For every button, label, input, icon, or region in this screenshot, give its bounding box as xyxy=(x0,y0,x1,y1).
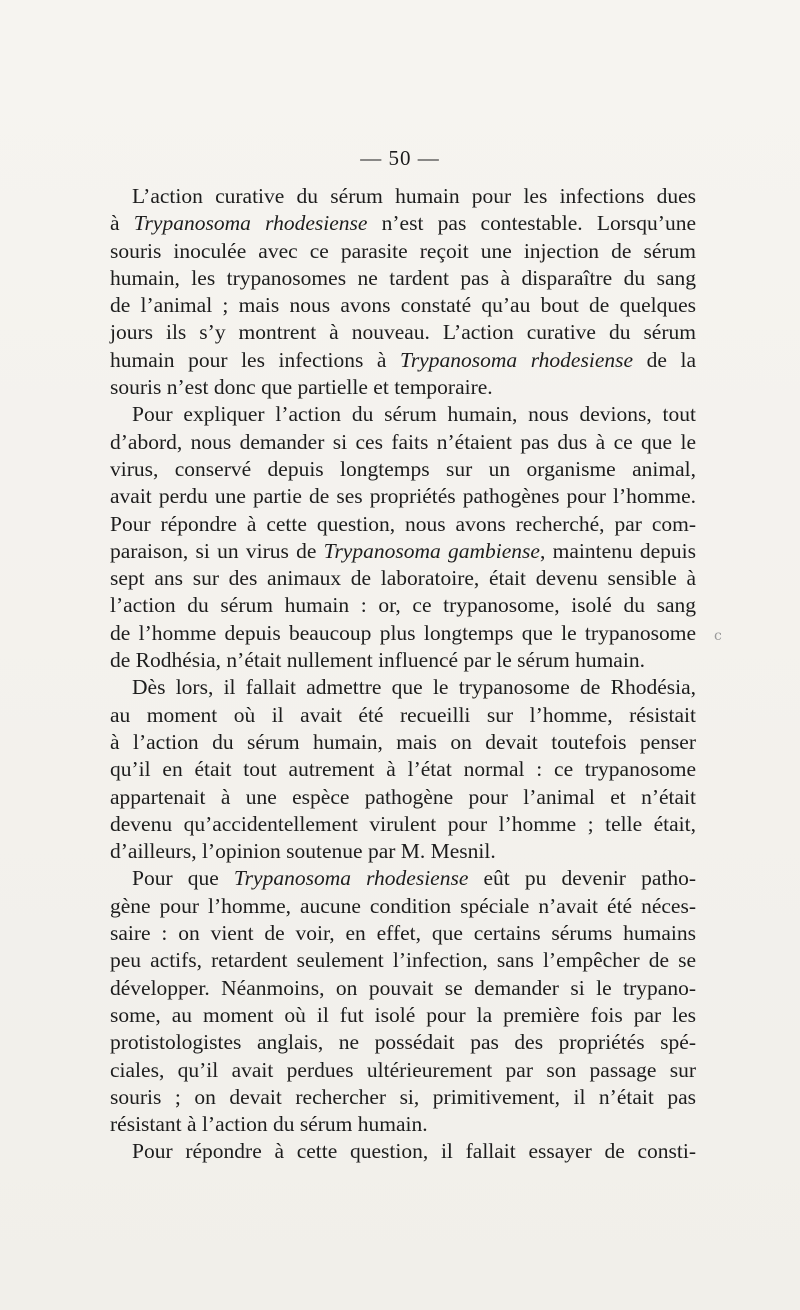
text-run: eût pu devenir patho- xyxy=(468,866,696,891)
text-run: souris n’est donc que partielle et temporaire. xyxy=(110,375,493,400)
text-run: d’abord, nous demander si ces faits n’étaient pas dus à ce que le xyxy=(110,429,696,454)
text-run: some, au moment où il fut isolé pour la première fois par les xyxy=(110,1002,696,1027)
text-line xyxy=(110,1029,696,1056)
text-run: paraison, si un virus de xyxy=(110,538,324,563)
text-run: gène pour l’homme, aucune condition spéciale n’avait été néces- xyxy=(110,893,696,918)
text-run: Pour que xyxy=(132,866,234,891)
text-run: avait perdu une partie de ses propriétés pathogènes pour l’homme. xyxy=(110,484,696,509)
text-line xyxy=(110,947,696,974)
text-run: saire : on vient de voir, en effet, que certains sérums humains xyxy=(110,921,696,946)
text-run: appartenait à une espèce pathogène pour l’animal et n’était xyxy=(110,784,696,809)
text-line xyxy=(110,238,696,265)
body-text xyxy=(110,183,696,1166)
text-run: Pour répondre à cette question, il fallait essayer de consti- xyxy=(132,1139,696,1164)
text-run: développer. Néanmoins, on pouvait se demander si le trypano- xyxy=(110,975,696,1000)
text-line xyxy=(110,893,696,920)
text-line xyxy=(110,401,696,428)
text-run: Pour expliquer l’action du sérum humain, nous devions, tout xyxy=(132,402,696,427)
text-run: ciales, qu’il avait perdues ultérieurement par son passage sur xyxy=(110,1057,696,1082)
text-run: qu’il en était tout autrement à l’état normal : ce trypanosome xyxy=(110,757,696,782)
text-run: humain pour les infections à xyxy=(110,347,401,372)
margin-mark: ⅽ xyxy=(714,629,722,644)
text-line xyxy=(110,674,696,701)
text-run: n’est pas contestable. Lorsqu’une xyxy=(367,211,696,236)
text-line xyxy=(110,183,696,210)
text-run: jours ils s’y montrent à nouveau. L’action curative du sérum xyxy=(110,320,696,345)
text-line xyxy=(110,647,696,674)
text-run: souris inoculée avec ce parasite reçoit une injection de sérum xyxy=(110,238,696,263)
text-line xyxy=(110,429,696,456)
text-run: virus, conservé depuis longtemps sur un organisme animal, xyxy=(110,456,696,481)
page-number: — 50 — xyxy=(360,146,440,170)
text-run: d’ailleurs, l’opinion soutenue par M. Mesnil. xyxy=(110,839,496,864)
text-run: de l’homme depuis beaucoup plus longtemps que le trypanosome xyxy=(110,620,696,645)
text-line xyxy=(110,729,696,756)
text-line xyxy=(110,456,696,483)
text-line xyxy=(110,1057,696,1084)
text-line xyxy=(110,292,696,319)
text-run: à l’action du sérum humain, mais on devait toutefois penser xyxy=(110,729,696,754)
text-run: L’action curative du sérum humain pour les infections dues xyxy=(132,184,696,208)
text-line xyxy=(110,975,696,1002)
text-line xyxy=(110,784,696,811)
text-run: protistologistes anglais, ne possédait pas des propriétés spé- xyxy=(110,1030,696,1055)
text-line xyxy=(110,838,696,865)
species-name: Trypanosoma rhodesiense xyxy=(233,866,469,891)
text-run: sept ans sur des animaux de laboratoire, était devenu sensible à xyxy=(110,566,696,591)
text-line xyxy=(110,565,696,592)
text-line xyxy=(110,1111,696,1138)
text-line xyxy=(110,1138,696,1165)
text-line xyxy=(110,483,696,510)
text-line xyxy=(110,210,696,237)
text-line xyxy=(110,319,696,346)
text-line xyxy=(110,511,696,538)
text-line xyxy=(110,1002,696,1029)
text-run: devenu qu’accidentellement virulent pour l’homme ; telle était, xyxy=(110,811,696,836)
text-line xyxy=(110,1084,696,1111)
species-name: Trypanosoma rhodesiense xyxy=(400,347,634,372)
text-run: souris ; on devait rechercher si, primitivement, il n’était pas xyxy=(110,1084,696,1109)
text-run: à xyxy=(110,211,134,236)
text-run: Dès lors, il fallait admettre que le trypanosome de Rhodésia, xyxy=(132,675,696,700)
text-line xyxy=(110,265,696,292)
text-line xyxy=(110,702,696,729)
text-run: Pour répondre à cette question, nous avons recherché, par com- xyxy=(110,511,696,536)
text-run: au moment où il avait été recueilli sur l’homme, résistait xyxy=(110,702,696,727)
text-run: de l’animal ; mais nous avons constaté qu’au bout de quelques xyxy=(110,293,696,318)
text-line xyxy=(110,538,696,565)
text-line xyxy=(110,374,696,401)
text-run: de la xyxy=(633,347,697,372)
species-name: Trypanosoma gambiense xyxy=(323,538,540,563)
text-run: de Rodhésia, n’était nullement influencé par le sérum humain. xyxy=(110,648,645,673)
text-run: , maintenu depuis xyxy=(539,538,697,563)
text-line xyxy=(110,620,696,647)
text-run: résistant à l’action du sérum humain. xyxy=(110,1112,428,1137)
species-name: Trypanosoma rhodesiense xyxy=(133,211,368,236)
text-run: humain, les trypanosomes ne tardent pas à disparaître du sang xyxy=(110,265,696,290)
text-line xyxy=(110,347,696,374)
text-line xyxy=(110,756,696,783)
text-run: peu actifs, retardent seulement l’infection, sans l’empêcher de se xyxy=(110,948,696,973)
text-line xyxy=(110,920,696,947)
text-line xyxy=(110,865,696,892)
text-line xyxy=(110,811,696,838)
text-line xyxy=(110,592,696,619)
text-run: l’action du sérum humain : or, ce trypanosome, isolé du sang xyxy=(110,593,696,618)
